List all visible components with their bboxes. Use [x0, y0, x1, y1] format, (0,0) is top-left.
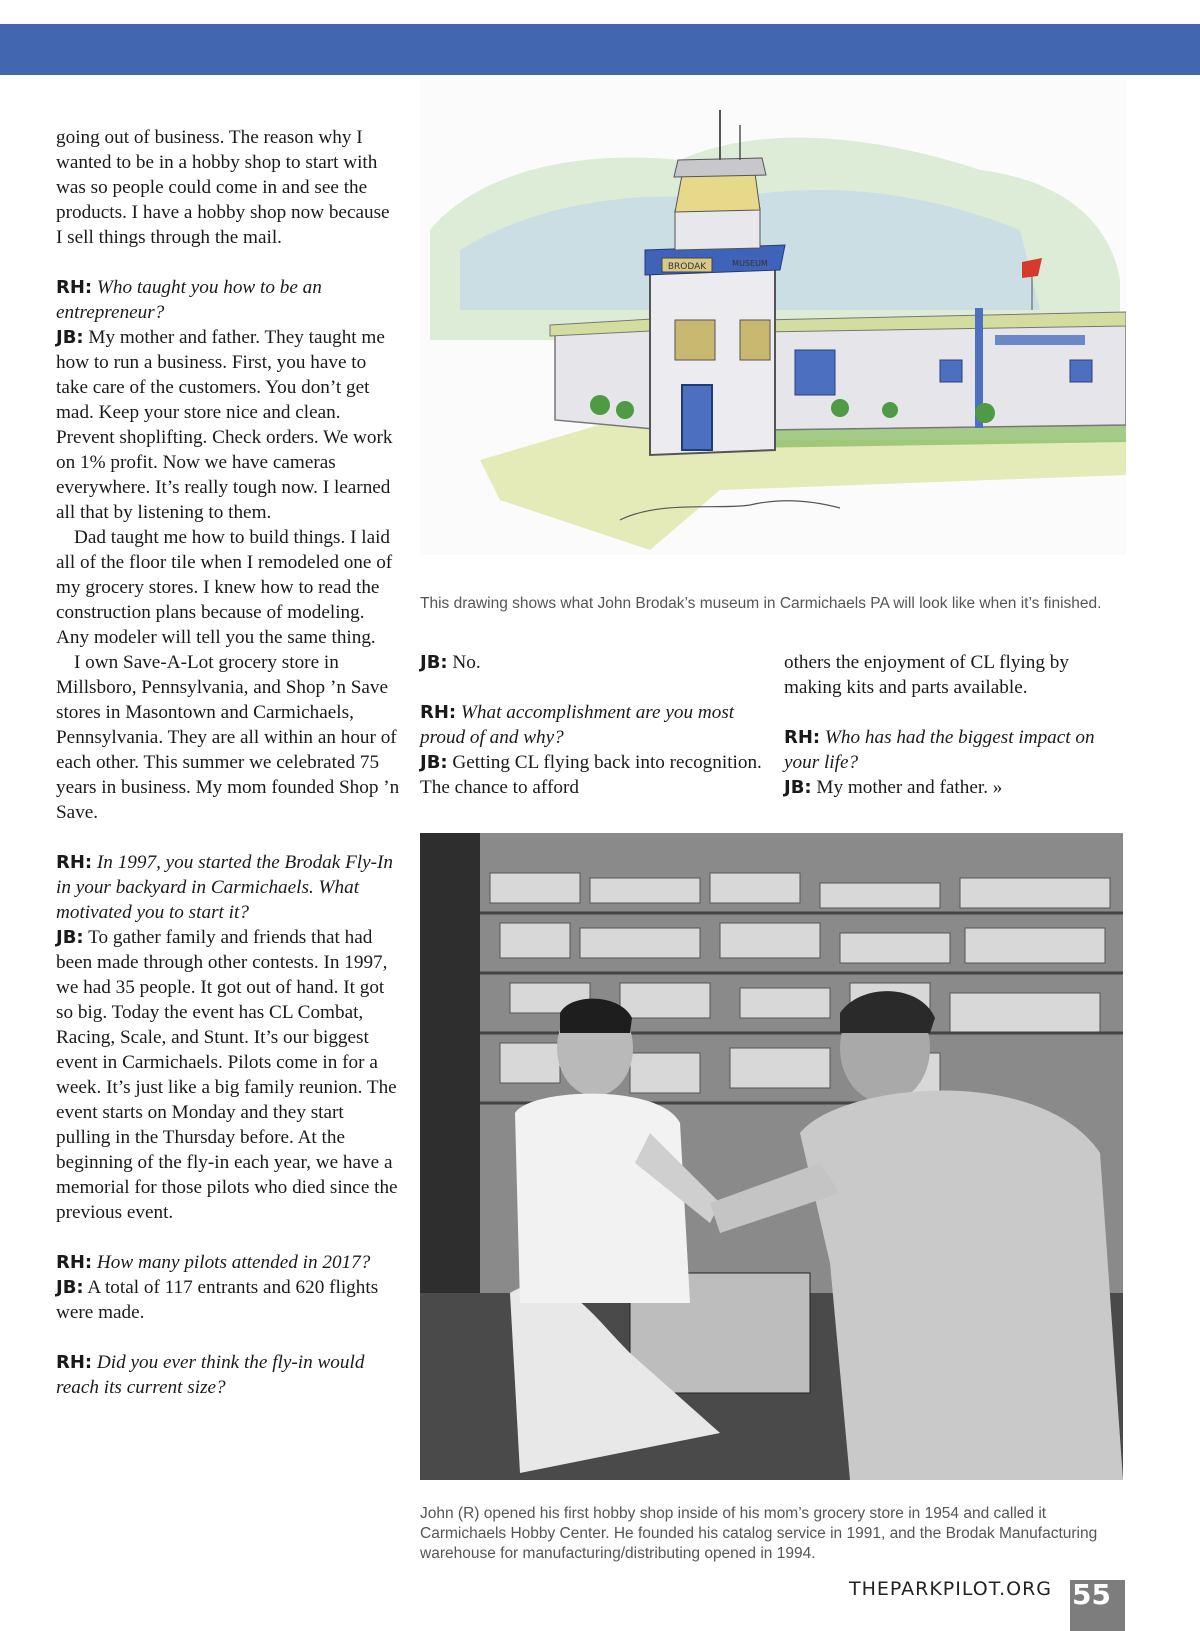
question — [784, 725, 1126, 775]
speaker-label: JB: — [56, 927, 84, 948]
answer-text: Getting CL flying back into recognition. The chance to afford — [420, 752, 762, 798]
speaker-label: RH: — [784, 727, 821, 748]
article-column-1 — [56, 125, 400, 1400]
article-column-3 — [784, 650, 1126, 800]
drawing-sign-right: MUSEUM — [732, 259, 768, 268]
speaker-label: RH: — [56, 1352, 93, 1373]
museum-drawing — [420, 80, 1126, 555]
question-text: How many pilots attended in 2017? — [96, 1252, 371, 1273]
answer-text: A total of 117 entrants and 620 flights were made. — [56, 1277, 379, 1323]
drawing-caption: This drawing shows what John Brodak’s museum in Carmichaels PA will look like when it’s finished. — [420, 594, 1102, 612]
answer — [420, 750, 766, 800]
question-text: What accomplishment are you most proud of and why? — [420, 702, 735, 748]
header-band — [0, 24, 1200, 75]
answer — [784, 775, 1126, 800]
question — [56, 850, 400, 925]
answer — [56, 325, 400, 525]
question-text: Who taught you how to be an entrepreneur? — [56, 277, 322, 323]
speaker-label: JB: — [420, 652, 448, 673]
footer-site-name: THEPARKPILOT.ORG — [849, 1578, 1052, 1600]
article-column-2 — [420, 650, 766, 800]
answer — [56, 1275, 400, 1325]
answer-text: My mother and father. » — [816, 777, 1003, 798]
question — [420, 700, 766, 750]
speaker-label: RH: — [56, 1252, 93, 1273]
speaker-label: RH: — [56, 277, 93, 298]
answer-text: My mother and father. They taught me how to run a business. First, you have to take care of the customers. You don’t get mad. Keep your store nice and clean. Prevent shoplifting. Check orders. We work on 1% profit. Now we have cameras everywhere. It’s really tough now. I learned all that by listening to them. — [56, 327, 393, 523]
answer-continued: others the enjoyment of CL flying by making kits and parts available. — [784, 652, 1069, 698]
photo-caption: John (R) opened his first hobby shop inside of his mom’s grocery store in 1954 and called it Carmichaels Hobby Center. He founded his catalog service in 1991, and the Brodak Manufacturing warehouse for manufacturing/distributing opened in 1994. — [420, 1504, 1098, 1562]
question-text: In 1997, you started the Brodak Fly-In in your backyard in Carmichaels. What motivated you to start it? — [56, 852, 394, 923]
answer — [56, 925, 400, 1225]
answer-text: To gather family and friends that had been made through other contests. In 1997, we had 35 people. It got out of hand. It got so big. Today the event has CL Combat, Racing, Scale, and Stunt. It’s our biggest event in Carmichaels. Pilots come in for a week. It’s just like a big family reunion. The event starts on Monday and they start pulling in the Thursday before. At the beginning of the fly-in each year, we have a memorial for those pilots who died since the previous event. — [56, 927, 398, 1223]
page-number: 55 — [1072, 1578, 1111, 1611]
question — [56, 1250, 400, 1275]
speaker-label: JB: — [420, 752, 448, 773]
question-text: Who has had the biggest impact on your life? — [784, 727, 1095, 773]
speaker-label: JB: — [784, 777, 812, 798]
paragraph: I own Save-A-Lot grocery store in Millsboro, Pennsylvania, and Shop ’n Save stores in Masontown and Carmichaels, Pennsylvania. They are all within an hour of each other. This summer we celebrated 75 years in business. My mom founded Shop ’n Save. — [56, 652, 400, 823]
hobby-shop-photo — [420, 833, 1123, 1480]
paragraph: going out of business. The reason why I wanted to be in a hobby shop to start with was so people could come in and see the products. I have a hobby shop now because I sell things through the mail. — [56, 127, 390, 248]
speaker-label: RH: — [56, 852, 93, 873]
speaker-label: JB: — [56, 327, 84, 348]
answer-text: No. — [452, 652, 481, 673]
question — [56, 1350, 400, 1400]
speaker-label: RH: — [420, 702, 457, 723]
answer — [420, 650, 766, 675]
question-text: Did you ever think the fly-in would reach its current size? — [56, 1352, 365, 1398]
speaker-label: JB: — [56, 1277, 84, 1298]
page-number-box — [1070, 1580, 1125, 1631]
paragraph: Dad taught me how to build things. I laid all of the floor tile when I remodeled one of my grocery stores. I knew how to read the construction plans because of modeling. Any modeler will tell you the same thing. — [56, 527, 393, 648]
drawing-sign-left: BRODAK — [667, 262, 707, 272]
question — [56, 275, 400, 325]
